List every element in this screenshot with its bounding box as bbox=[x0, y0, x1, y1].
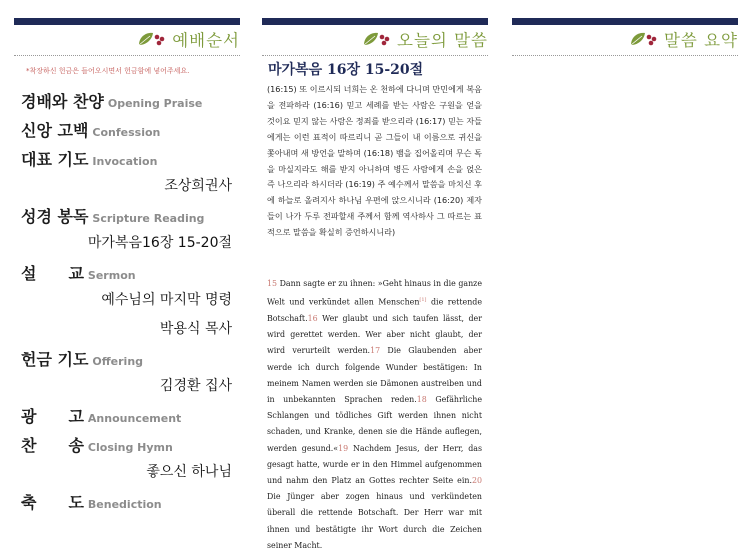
worship-item bbox=[21, 118, 160, 141]
worship-item-korean: 경배와 찬양 bbox=[21, 92, 104, 111]
worship-item bbox=[21, 147, 157, 170]
sermon-title: 예수님의 마지막 명령 bbox=[101, 292, 232, 308]
worship-item-english: Invocation bbox=[92, 155, 158, 168]
worship-item-korean: 대표 기도 bbox=[21, 150, 89, 169]
worship-item-korean: 설 교 bbox=[21, 264, 84, 283]
header-bar bbox=[262, 18, 488, 25]
verse-number: 19 bbox=[338, 443, 349, 453]
verse-text: Die Glaubenden aber werde ich durch folgende Wunder bestätigen: In meinem Namen werden sie Dämonen austreiben und in unbekannten Sprachen reden. bbox=[267, 346, 482, 405]
korean-scripture: (16:15) 또 이르시되 너희는 온 천하에 다니며 만민에게 복음을 전파하라 (16:16) 믿고 세례를 받는 사람은 구원을 얻을 것이요 믿지 않는 사람은 정죄를 받으리라 (16:17) 믿는 자들에게는 이런 표적이 따르리니 곧 그들이 내 이름으로 귀신을 쫓아내며 새 방언을 말하며 (16:18) 뱀을 집어올리며 무슨 독을 마실지라도 해를 받지 아니하며 병든 사람에게 손을 얹은즉 나으리라 하시더라 (16:19) 주 예수께서 말씀을 마치신 후에 하늘로 올려지사 하나님 우편에 앉으시니라 (16:20) 제자들이 나가 두루 전파할새 주께서 함께 역사하사 그 따르는 표적으로 말씀을 확실히 증언하시니라) bbox=[267, 84, 482, 238]
german-scripture bbox=[267, 276, 482, 554]
worship-item bbox=[21, 433, 173, 456]
worship-item bbox=[21, 404, 181, 427]
verse-number: 15 bbox=[267, 279, 278, 288]
worship-item bbox=[21, 204, 204, 227]
dotted-divider bbox=[512, 55, 738, 56]
panel-title: 오늘의 말씀 bbox=[397, 31, 488, 50]
worship-item-english: Confession bbox=[92, 126, 161, 139]
footnote-marker: [1] bbox=[419, 297, 427, 304]
worship-item-korean: 축 도 bbox=[21, 493, 84, 512]
verse-text: Nachdem Jesus, der Herr, das gesagt hatte, wurde er in den Himmel aufgenommen und nahm den Platz an Gottes rechter Seite ein. bbox=[267, 443, 482, 486]
verse-text: Die Jünger aber zogen hinaus und verkündeten überall die rettende Botschaft. Der Herr war mit ihnen und bestätigte ihr Wort durch die Zeichen seiner Macht. bbox=[267, 492, 482, 550]
worship-item-korean: 찬 송 bbox=[21, 436, 84, 455]
verse-number: 20 bbox=[471, 476, 482, 486]
dotted-divider bbox=[262, 55, 488, 56]
header-bar bbox=[14, 18, 240, 25]
header-bar bbox=[512, 18, 738, 25]
verse-text: Wer glaubt und sich taufen lässt, der wird gerettet werden. Wer aber nicht glaubt, der wird verurteilt werden. bbox=[267, 314, 482, 356]
panel-header bbox=[628, 27, 738, 51]
offering-notice: *착장하신 헌금은 들어오시면서 헌금함에 넣어주세요. bbox=[26, 67, 190, 75]
leaf-berry-icon bbox=[136, 29, 168, 49]
prayer-leader: 조상희권사 bbox=[164, 178, 232, 194]
worship-item-english: Announcement bbox=[87, 412, 182, 425]
worship-item-korean: 성경 봉독 bbox=[21, 207, 89, 226]
worship-item-korean: 신앙 고백 bbox=[21, 121, 89, 140]
worship-item bbox=[21, 261, 136, 284]
scripture-reference: 마가복음16장 15-20절 bbox=[87, 235, 232, 251]
worship-item-english: Sermon bbox=[87, 269, 136, 282]
panel-title: 예배순서 bbox=[172, 31, 240, 50]
worship-item-english: Scripture Reading bbox=[92, 212, 205, 225]
worship-item-english: Benediction bbox=[87, 498, 162, 511]
verse-number: 18 bbox=[416, 395, 427, 405]
leaf-berry-icon bbox=[628, 29, 660, 49]
scripture-title: 마가복음 16장 15-20절 bbox=[268, 62, 424, 78]
panel-header bbox=[136, 27, 240, 51]
worship-item bbox=[21, 490, 162, 513]
verse-text: Gefährliche Schlangen und tödliches Gift werden ihnen nicht schaden, und Kranke, denen sie die Hände auflegen, werden gesund.« bbox=[267, 395, 482, 453]
leaf-berry-icon bbox=[361, 29, 393, 49]
panel-header bbox=[361, 27, 488, 51]
closing-hymn-title: 좋으신 하나님 bbox=[146, 464, 232, 480]
worship-item-korean: 헌금 기도 bbox=[21, 350, 89, 369]
worship-item bbox=[21, 89, 202, 112]
worship-item-english: Offering bbox=[92, 355, 144, 368]
worship-item-english: Closing Hymn bbox=[87, 441, 173, 454]
worship-item-english: Opening Praise bbox=[107, 97, 203, 110]
offering-leader: 김경환 집사 bbox=[159, 378, 232, 394]
dotted-divider bbox=[14, 55, 240, 56]
worship-item bbox=[21, 347, 143, 370]
verse-number: 16 bbox=[307, 314, 318, 324]
preacher-name: 박용식 목사 bbox=[159, 321, 232, 337]
verse-number: 17 bbox=[370, 346, 381, 356]
verse-text: Dann sagte er zu ihnen: »Geht hinaus in die ganze Welt und verkündet allen Menschen bbox=[267, 279, 482, 307]
verse-text: die rettende Botschaft. bbox=[267, 297, 482, 324]
worship-item-korean: 광 고 bbox=[21, 407, 84, 426]
panel-title: 말씀 요약 bbox=[663, 31, 738, 50]
